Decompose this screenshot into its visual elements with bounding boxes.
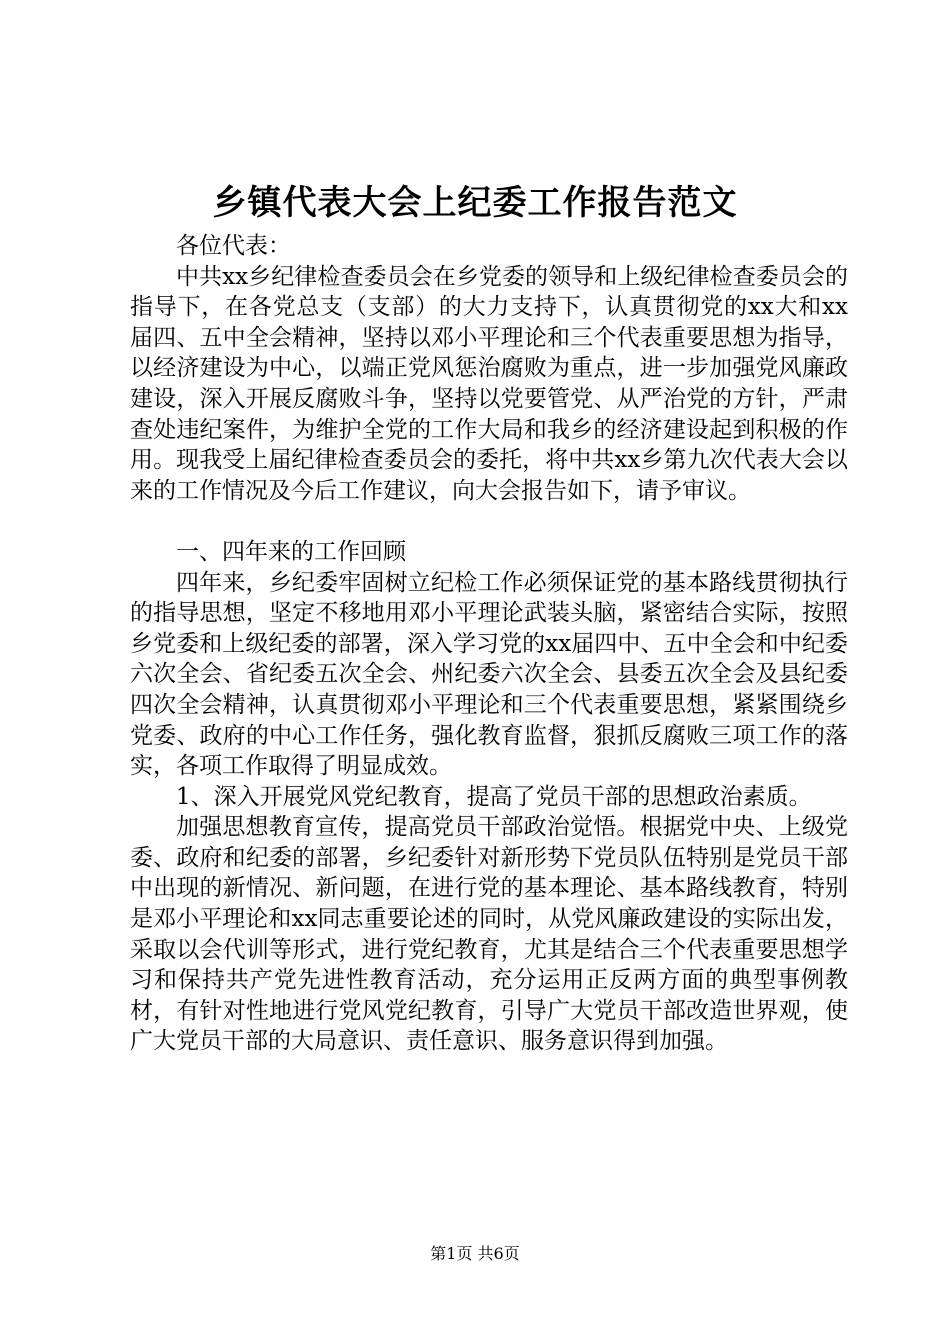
- section-heading: 一、四年来的工作回顾: [176, 538, 406, 565]
- intro-paragraph: 中共xx乡纪律检查委员会在乡党委的领导和上级纪律检查委员会的指导下，在各党总支（支部）的大力支持下，认真贯彻党的xx大和xx届四、五中全会精神，坚持以邓小平理论和三个代表重要思想为指导，以经济建设为中心，以端正党风惩治腐败为重点，进一步加强党风廉政建设，深入开展反腐败斗争，坚持以党要管党、从严治党的方针，严肃查处违纪案件，为维护全党的工作大局和我乡的经济建设起到积极的作用。现我受上届纪律检查委员会的委托，将中共xx乡第九次代表大会以来的工作情况及今后工作建议，向大会报告如下，请予审议。: [130, 263, 848, 504]
- salutation: 各位代表：: [176, 233, 291, 259]
- subsection-heading: 1、深入开展党风党纪教育，提高了党员干部的思想政治素质。: [176, 783, 812, 810]
- review-paragraph: 四年来，乡纪委牢固树立纪检工作必须保证党的基本路线贯彻执行的指导思想，坚定不移地用邓小平理论武装头脑，紧密结合实际，按照乡党委和上级纪委的部署，深入学习党的xx届四中、五中全会和中纪委六次全会、省纪委五次全会、州纪委六次全会、县委五次全会及县纪委四次全会精神，认真贯彻邓小平理论和三个代表重要思想，紧紧围绕乡党委、政府的中心工作任务，强化教育监督，狠抓反腐败三项工作的落实，各项工作取得了明显成效。: [130, 569, 848, 780]
- page-number: 第1页 共6页: [430, 1244, 520, 1263]
- education-paragraph: 加强思想教育宣传，提高党员干部政治觉悟。根据党中央、上级党委、政府和纪委的部署，乡纪委针对新形势下党员队伍特别是党员干部中出现的新情况、新问题，在进行党的基本理论、基本路线教育，特别是邓小平理论和xx同志重要论述的同时，从党风廉政建设的实际出发，采取以会代训等形式，进行党纪教育，尤其是结合三个代表重要思想学习和保持共产党先进性教育活动，充分运用正反两方面的典型事例教材，有针对性地进行党风党纪教育，引导广大党员干部改造世界观，使广大党员干部的大局意识、责任意识、服务意识得到加强。: [130, 814, 848, 1055]
- document-title: 乡镇代表大会上纪委工作报告范文: [212, 183, 738, 223]
- document-body: [130, 231, 848, 1057]
